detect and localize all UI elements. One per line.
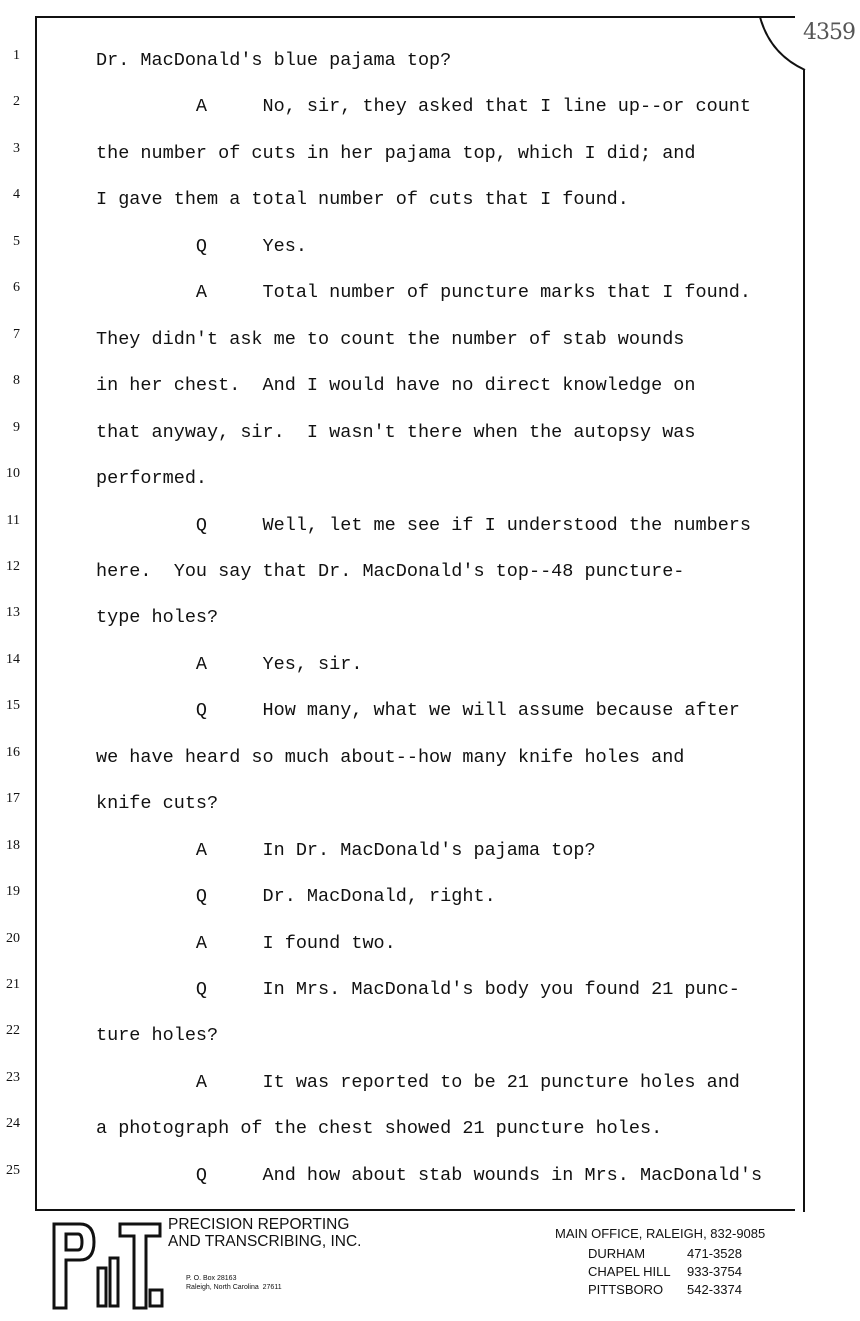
transcript-line: that anyway, sir. I wasn't there when the autopsy was — [96, 421, 696, 443]
office-phone: 471-3528 — [687, 1246, 742, 1261]
office-city: DURHAM — [588, 1246, 646, 1261]
line-number: 7 — [13, 326, 20, 342]
office-city: PITTSBORO — [588, 1282, 664, 1297]
line-number: 23 — [6, 1069, 20, 1085]
line-number: 15 — [6, 698, 20, 714]
line-number: 1 — [13, 48, 20, 63]
transcript-line: Q And how about stab wounds in Mrs. MacDonald's — [96, 1164, 763, 1186]
line-number: 3 — [13, 140, 20, 156]
line-number: 11 — [6, 512, 20, 528]
line-number: 24 — [6, 1116, 20, 1132]
transcript-line: Dr. MacDonald's blue pajama top? — [96, 50, 452, 71]
line-number: 8 — [13, 373, 20, 389]
line-number: 18 — [6, 837, 20, 853]
transcript-line: ture holes? — [96, 1025, 219, 1047]
transcript-line: Q Well, let me see if I understood the numbers — [96, 514, 752, 536]
line-number: 6 — [13, 280, 20, 296]
transcript-line: a photograph of the chest showed 21 puncture holes. — [96, 1118, 663, 1140]
line-number: 14 — [6, 651, 20, 667]
main-office: MAIN OFFICE, RALEIGH, 832-9085 — [555, 1226, 766, 1241]
frame-corner-curve — [740, 14, 810, 74]
transcript-line: in her chest. And I would have no direct knowledge on — [96, 375, 696, 397]
transcript-line: Q How many, what we will assume because after — [96, 700, 740, 722]
line-number: 22 — [6, 1023, 20, 1039]
transcript-line: type holes? — [96, 607, 219, 629]
line-number: 2 — [13, 94, 20, 110]
transcript-line: Q Yes. — [96, 235, 307, 257]
transcript-line: Q Dr. MacDonald, right. — [96, 886, 496, 908]
transcript-line: performed. — [96, 468, 208, 490]
transcript-line: I gave them a total number of cuts that I found. — [96, 189, 629, 211]
line-number: 21 — [6, 977, 20, 992]
transcript-line: the number of cuts in her pajama top, which I did; and — [96, 142, 696, 164]
line-number: 20 — [6, 930, 20, 946]
line-number: 13 — [6, 605, 20, 621]
company-address: P. O. Box 28163 Raleigh, North Carolina 27611 — [186, 1275, 282, 1291]
line-number: 16 — [6, 744, 20, 760]
transcript-line: knife cuts? — [96, 793, 219, 815]
transcript-frame-right-edge — [803, 70, 805, 1212]
line-number: 19 — [6, 884, 20, 900]
transcript-line: A In Dr. MacDonald's pajama top? — [96, 839, 596, 861]
transcript-line: Q In Mrs. MacDonald's body you found 21 punc- — [96, 979, 740, 1000]
line-number: 17 — [6, 791, 20, 807]
company-name: PRECISION REPORTING AND TRANSCRIBING, INC. — [168, 1216, 362, 1250]
line-number: 12 — [6, 558, 20, 574]
page-number: 4359 — [803, 20, 855, 45]
line-number: 5 — [13, 233, 20, 249]
footer — [0, 1212, 860, 1321]
transcript-line: A I found two. — [96, 932, 396, 954]
office-phone: 542-3374 — [687, 1282, 742, 1297]
transcript-line: we have heard so much about--how many knife holes and — [96, 746, 685, 768]
office-city: CHAPEL HILL — [588, 1264, 671, 1279]
office-phone: 933-3754 — [687, 1264, 742, 1279]
line-number: 10 — [6, 466, 20, 482]
transcript-line: A No, sir, they asked that I line up--or count — [96, 96, 752, 118]
line-number: 25 — [6, 1162, 20, 1178]
transcript-line: A Yes, sir. — [96, 653, 363, 675]
transcript-line: A Total number of puncture marks that I found. — [96, 282, 752, 304]
transcript-line: A It was reported to be 21 puncture holes and — [96, 1071, 740, 1093]
transcript-line: here. You say that Dr. MacDonald's top--48 puncture- — [96, 560, 685, 582]
pt-logo — [46, 1218, 164, 1310]
line-number: 9 — [13, 419, 20, 435]
line-number: 4 — [13, 187, 20, 203]
transcript-line: They didn't ask me to count the number of stab wounds — [96, 328, 685, 350]
